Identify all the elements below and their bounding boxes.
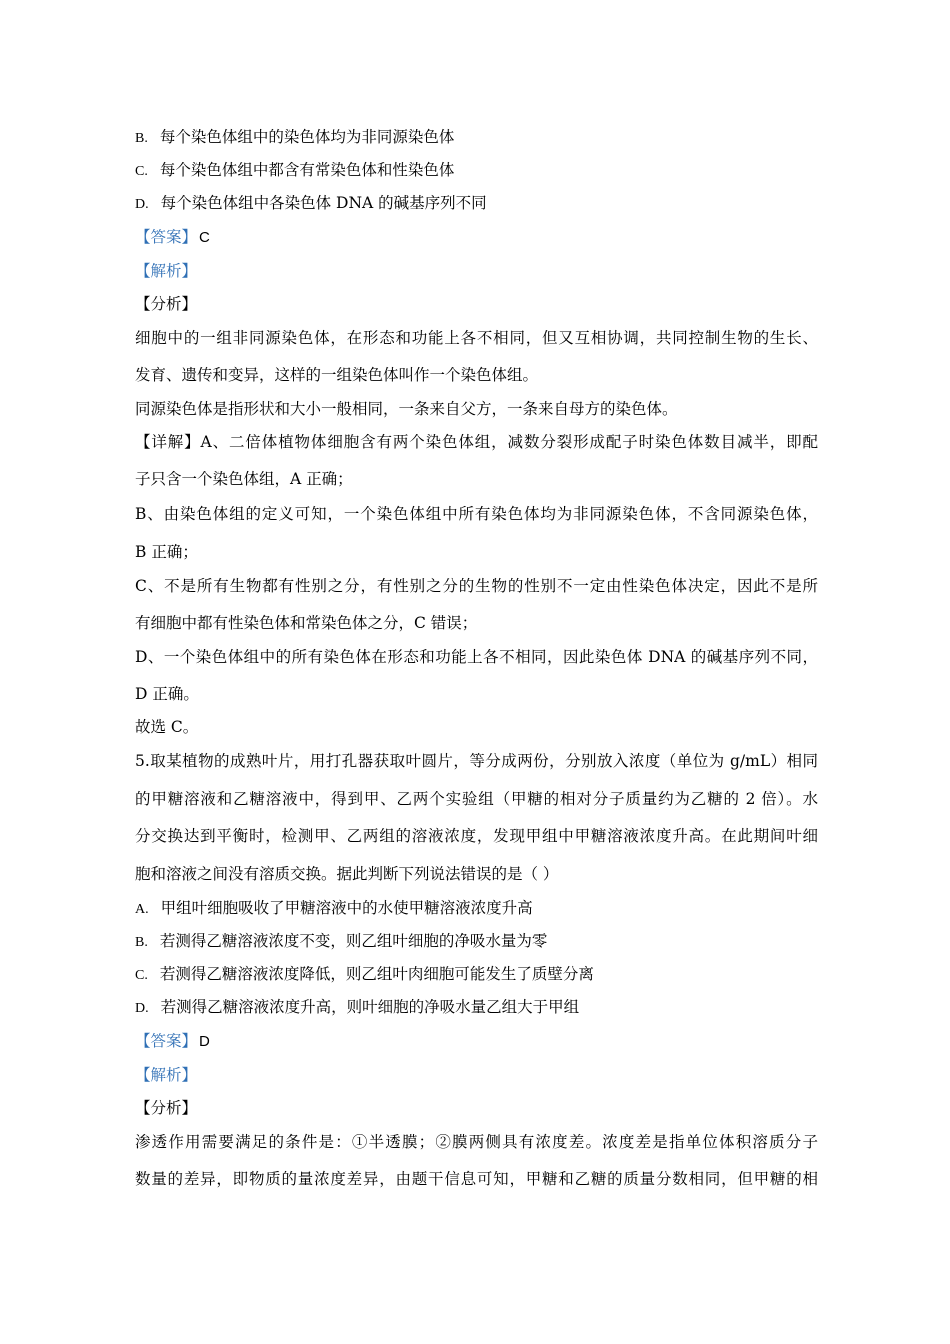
answer-tag: 【答案】 (135, 1032, 198, 1050)
option-letter: D. (135, 1001, 149, 1016)
option-a (135, 898, 533, 920)
option-text: 甲组叶细胞吸收了甲糖溶液中的水使甲糖溶液浓度升高 (160, 899, 533, 917)
option-letter: C. (135, 968, 148, 983)
jiexi-tag: 【解析】 (135, 262, 198, 280)
option-c (135, 160, 454, 182)
option-text: 若测得乙糖溶液浓度不变，则乙组叶细胞的净吸水量为零 (159, 932, 548, 950)
question-stem-line: 的甲糖溶液和乙糖溶液中，得到甲、乙两个实验组（甲糖的相对分子质量约为乙糖的 2 倍）。水 (135, 790, 818, 808)
option-d (135, 193, 487, 215)
fenxi-tag: 【分析】 (135, 295, 198, 313)
detail-line: 【详解】A、二倍体植物体细胞含有两个染色体组，减数分裂形成配子时染色体数目减半，即配 (135, 433, 818, 451)
jiexi-tag: 【解析】 (135, 1066, 198, 1084)
option-letter: D. (135, 197, 149, 212)
option-letter: B. (135, 935, 148, 950)
analysis-line: 细胞中的一组非同源染色体，在形态和功能上各不相同，但又互相协调，共同控制生物的生长、 (135, 329, 818, 347)
analysis-line: 同源染色体是指形状和大小一般相同，一条来自父方，一条来自母方的染色体。 (135, 400, 678, 418)
option-b (135, 127, 454, 149)
option-c (135, 964, 594, 986)
answer-line (135, 1031, 210, 1052)
answer-value: D (199, 1033, 210, 1050)
option-b (135, 931, 547, 953)
option-letter: A. (135, 902, 149, 917)
analysis-line: 渗透作用需要满足的条件是：①半透膜；②膜两侧具有浓度差。浓度差是指单位体积溶质分子 (135, 1133, 818, 1151)
option-text: 每个染色体组中的染色体均为非同源染色体 (159, 128, 455, 146)
analysis-line: 发育、遗传和变异，这样的一组染色体叫作一个染色体组。 (135, 366, 539, 384)
analysis-line: 数量的差异，即物质的量浓度差异，由题干信息可知，甲糖和乙糖的质量分数相同，但甲糖的相 (135, 1170, 818, 1188)
answer-tag: 【答案】 (135, 228, 198, 246)
answer-line (135, 227, 210, 248)
option-text: 若测得乙糖溶液浓度降低，则乙组叶肉细胞可能发生了质壁分离 (159, 965, 594, 983)
question-stem-line: 胞和溶液之间没有溶质交换。据此判断下列说法错误的是（ ） (135, 865, 559, 883)
detail-line: 有细胞中都有性染色体和常染色体之分，C 错误； (135, 614, 478, 632)
fenxi-tag: 【分析】 (135, 1099, 198, 1117)
detail-line: 故选 C。 (135, 718, 199, 736)
detail-line: B、由染色体组的定义可知，一个染色体组中所有染色体均为非同源染色体，不含同源染色体， (135, 505, 818, 523)
option-text: 每个染色体组中各染色体 DNA 的碱基序列不同 (160, 194, 487, 212)
detail-line: 子只含一个染色体组，A 正确； (135, 470, 353, 488)
detail-line: B 正确； (135, 543, 198, 561)
detail-line: D 正确。 (135, 685, 199, 703)
option-text: 若测得乙糖溶液浓度升高，则叶细胞的净吸水量乙组大于甲组 (160, 998, 580, 1016)
option-d (135, 997, 579, 1019)
question-stem-line: 分交换达到平衡时，检测甲、乙两组的溶液浓度，发现甲组中甲糖溶液浓度升高。在此期间叶细 (135, 827, 818, 845)
answer-value: C (199, 229, 210, 246)
option-letter: B. (135, 131, 148, 146)
option-letter: C. (135, 164, 148, 179)
detail-line: D、一个染色体组中的所有染色体在形态和功能上各不相同，因此染色体 DNA 的碱基序列不同， (135, 648, 818, 666)
option-text: 每个染色体组中都含有常染色体和性染色体 (159, 161, 455, 179)
detail-line: C、不是所有生物都有性别之分，有性别之分的生物的性别不一定由性染色体决定，因此不是所 (135, 577, 818, 595)
question-stem-line: 5.取某植物的成熟叶片，用打孔器获取叶圆片，等分成两份，分别放入浓度（单位为 g/mL）相同 (135, 752, 818, 770)
